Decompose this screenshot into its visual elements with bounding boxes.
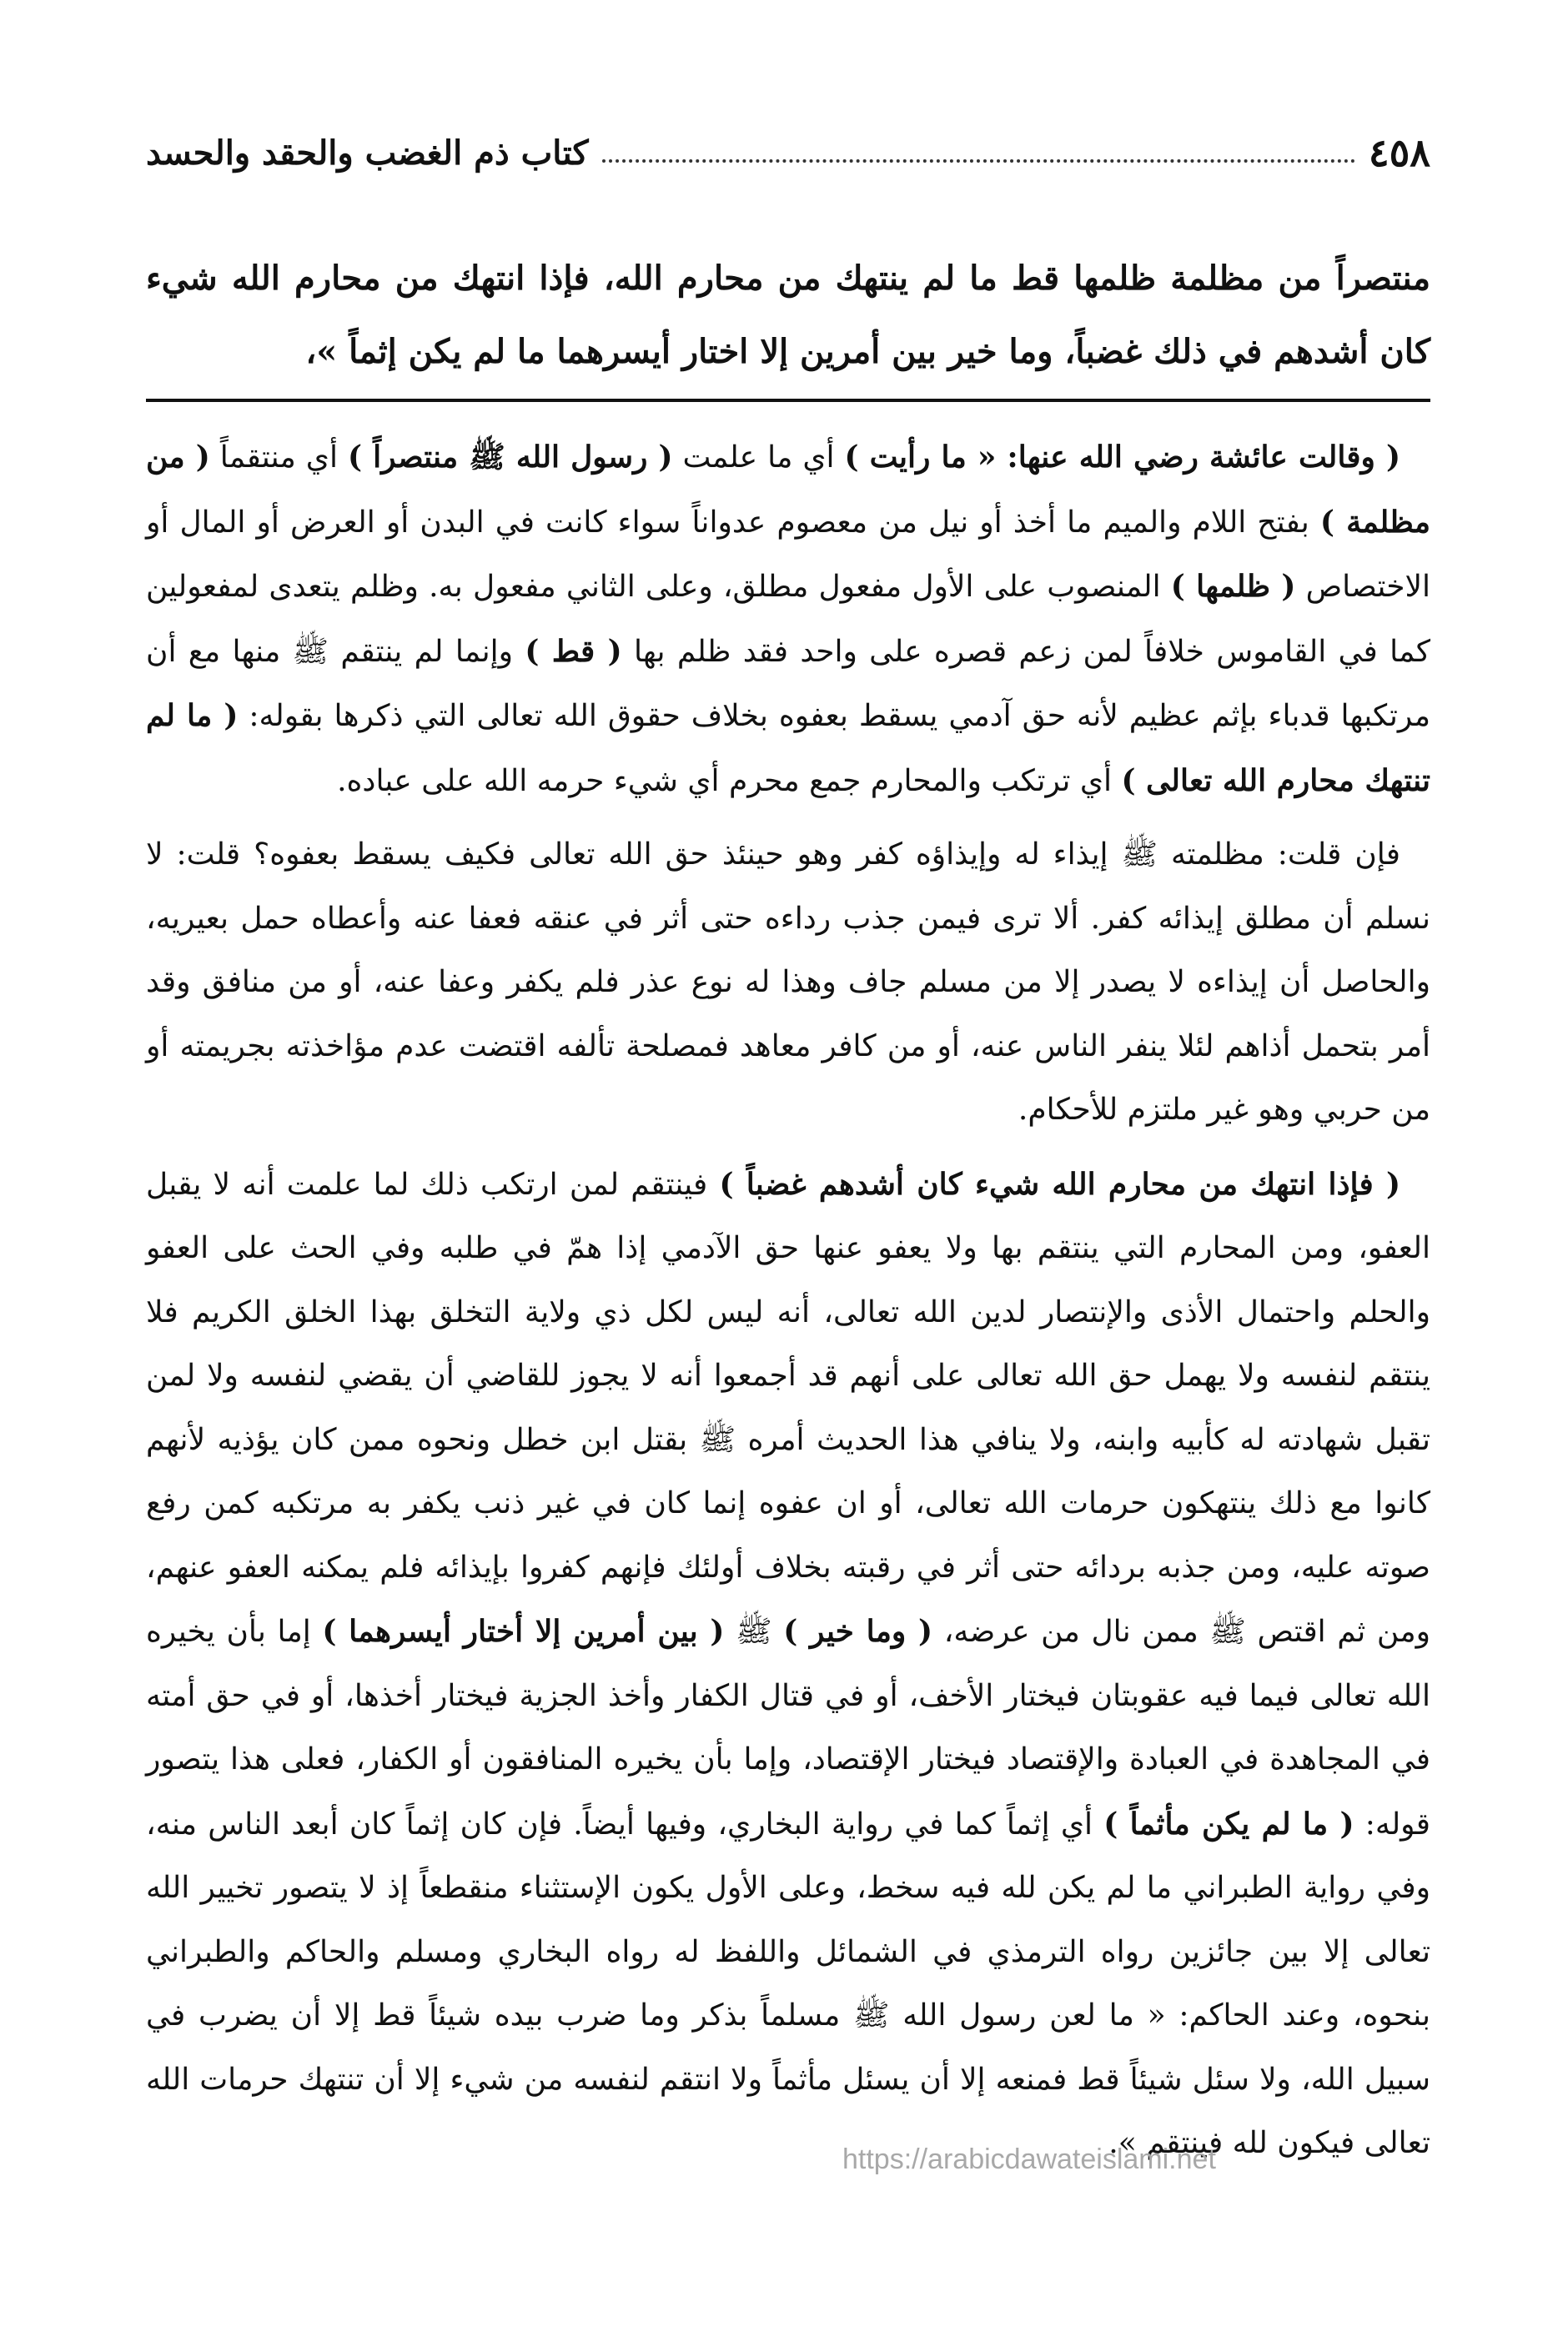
quoted-phrase: ( وما خير )	[783, 1614, 933, 1649]
quoted-phrase: ( قط )	[525, 633, 622, 669]
watermark-url: https://arabicdawateislami.net	[842, 2144, 1216, 2175]
commentary-text: وإنما لم ينتقم ﷺ منها مع أن مرتكبها قدباء بإثم عظيم لأنه حق آدمي يسقط بعفوه بخلاف حقوق الله تعالى التي ذكرها بقوله:	[146, 634, 1430, 733]
commentary-paragraph: فإن قلت: مظلمته ﷺ إيذاء له وإيذاؤه كفر وهو حينئذ حق الله تعالى فكيف يسقط بعفوه؟ قلت: لا نسلم أن مطلق إيذائه كفر. ألا ترى فيمن جذب رداءه حتى أثر في عنقه فعفا عنه وأعطاه حمل بعيريه، والحاصل أن إيذاءه لا يصدر إلا من مسلم جاف وهذا له نوع عذر فلم يكفر وعفا عنه، أو من منافق وقد أمر بتحمل أذاهم لئلا ينفر الناس عنه، أو من كافر معاهد فمصلحة تألفه اقتضت عدم مؤاخذته بجريمته أو من حربي وهو غير ملتزم للأحكام.	[146, 837, 1430, 1127]
commentary-text: أي ترتكب والمحارم جمع محرم أي شيء حرمه الله على عباده.	[337, 763, 1122, 798]
quoted-phrase: ( من مظلمة )	[146, 440, 1430, 540]
commentary-text: أي إثماً كما في رواية البخاري، وفيها أيضاً. فإن كان إثماً كان أبعد الناس منه، وفي رواية الطبراني ما لم يكن لله فيه سخط، وعلى الأول يكون الإستثناء منقطعاً إذ لا يتصور تخيير الله تعالى إلا بين جائزين رواه الترمذي في الشمائل واللفظ له رواه البخاري ومسلم والحاكم والطبراني بنحوه، وعند الحاكم: « ما لعن رسول الله ﷺ مسلماً بذكر وما ضرب بيده شيئاً قط إلا أن يضرب في سبيل الله، ولا سئل شيئاً قط فمنعه إلا أن يسئل مأثماً ولا انتقم لنفسه من شيء إلا أن تنتهك حرمات الله تعالى فيكون لله فينتقم ».	[146, 1807, 1430, 2160]
running-title: كتاب ذم الغضب والحقد والحسد	[146, 133, 589, 173]
quoted-phrase: ( ما لم يكن مأثماً )	[1103, 1806, 1354, 1842]
commentary-text: فينتقم لمن ارتكب ذلك لما علمت أنه لا يقبل العفو، ومن المحارم التي ينتقم بها ولا يعفو عنها حق الآدمي إذا همّ في طلبه وفي الحث على العفو والحلم واحتمال الأذى والإنتصار لدين الله تعالى، أنه ليس لكل ذي ولاية التخلق بهذا الخلق الكريم فلا ينتقم لنفسه ولا يهمل حق الله تعالى على أنهم قد أجمعوا أنه لا يجوز للقاضي أن يقضي لنفسه ولا لمن تقبل شهادته له كأبيه وابنه، ولا ينافي هذا الحديث أمره ﷺ بقتل ابن خطل ونحوه ممن كان يؤذيه لأنهم كانوا مع ذلك ينتهكون حرمات الله تعالى، أو ان عفوه إنما كان في غير ذنب يكفر به مرتكبه كمن رفع صوته عليه، ومن جذبه بردائه حتى أثر في رقبته بخلاف أولئك فإنهم كفروا بإيذائه فلم يمكنه العفو عنهم، ومن ثم اقتص ﷺ ممن نال من عرضه،	[146, 1167, 1430, 1649]
quoted-phrase: ( فإذا انتهك من محارم الله شيء كان أشدهم غضباً )	[719, 1166, 1400, 1202]
page-header	[146, 123, 1430, 182]
quoted-phrase: ( ظلمها )	[1170, 569, 1296, 604]
quoted-phrase: ( وقالت عائشة رضي الله عنها: « ما رأيت )	[844, 440, 1401, 475]
commentary-paragraph	[146, 1153, 1430, 2176]
commentary-text: بفتح اللام والميم ما أخذ أو نيل من معصوم عدواناً سواء كانت في البدن أو العرض أو المال أو الاختصاص	[146, 505, 1430, 604]
quoted-phrase: ( بين أمرين إلا أختار أيسرهما )	[322, 1614, 725, 1649]
commentary-text: أي ما علمت	[672, 440, 845, 475]
hadith-text: منتصراً من مظلمة ظلمها قط ما لم ينتهك من محارم الله، فإذا انتهك من محارم الله شيء كان أشدهم في ذلك غضباً، وما خير بين أمرين إلا اختار أيسرهما ما لم يكن إثماً »،	[146, 259, 1430, 371]
header-dotted-leader	[602, 159, 1355, 163]
commentary-paragraph	[146, 425, 1430, 813]
quoted-phrase: ( ما لم تنتهك محارم الله تعالى )	[146, 698, 1430, 798]
quoted-phrase: ( رسول الله ﷺ منتصراً )	[347, 440, 673, 475]
commentary-text: أي منتقماً	[209, 440, 348, 475]
text-divider-rule	[146, 399, 1430, 402]
page-number: ٤٥٨	[1368, 130, 1430, 175]
commentary-text: إما بأن يخيره الله تعالى فيما فيه عقوبتان فيختار الأخف، أو في قتال الكفار وأخذ الجزية فيختار أخذها، أو في حق أمته في المجاهدة في العبادة والإقتصاد فيختار الإقتصاد، وإما بأن يخيره المنافقون أو الكفار، فعلى هذا يتصور قوله:	[146, 1615, 1430, 1842]
commentary	[146, 425, 1430, 2186]
commentary-text: ﷺ	[724, 1615, 784, 1649]
commentary-text: المنصوب على الأول مفعول مطلق، وعلى الثاني مفعول به. وظلم يتعدى لمفعولين كما في القاموس خلافاً لمن زعم قصره على واحد فقد ظلم بها	[146, 570, 1431, 669]
